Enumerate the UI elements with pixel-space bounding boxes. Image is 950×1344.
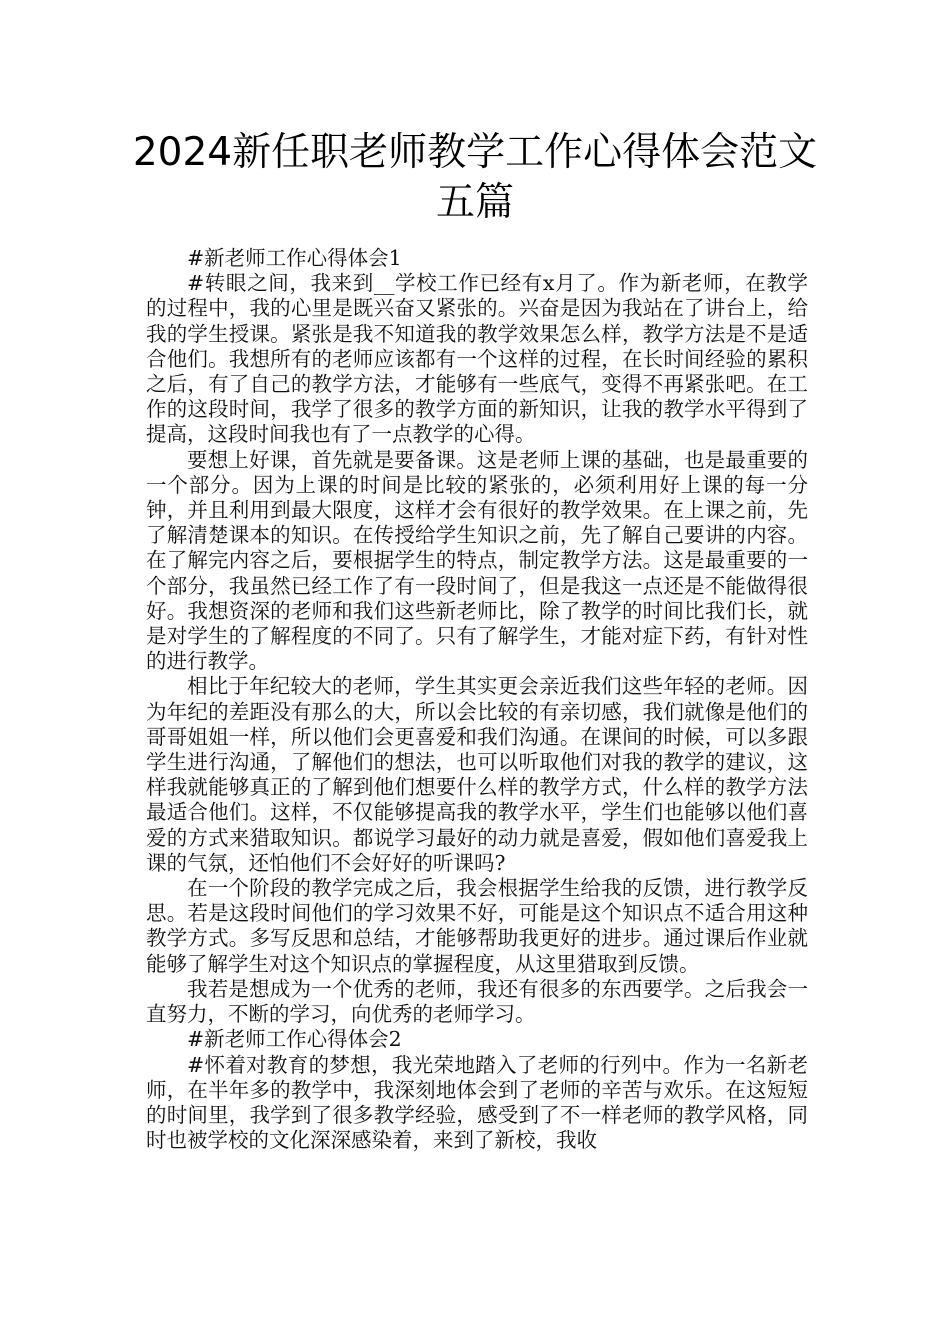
section-heading-2: #新老师工作心得体会2 (187, 1027, 402, 1052)
paragraph: #转眼之间，我来到__学校工作已经有x月了。作为新老师，在教学的过程中，我的心里是既兴奋又紧张的。兴奋是因为我站在了讲台上，给我的学生授课。紧张是我不知道我的教学效果怎么样，教学方法是不是适合他们。我想所有的老师应该都有一个这样的过程，在长时间经验的累积之后，有了自己的教学方法，才能够有一些底气，变得不再紧张吧。在工作的这段时间，我学了很多的教学方面的新知识，让我的教学水平得到了提高，这段时间我也有了一点教学的心得。 (146, 271, 808, 447)
document-body (146, 246, 808, 1153)
paragraph: #怀着对教育的梦想，我光荣地踏入了老师的行列中。作为一名新老师，在半年多的教学中，我深刻地体会到了老师的辛苦与欢乐。在这短短的时间里，我学到了很多教学经验，感受到了不一样老师的教学风格，同时也被学校的文化深深感染着，来到了新校，我收 (146, 1052, 808, 1153)
paragraph: 我若是想成为一个优秀的老师，我还有很多的东西要学。之后我会一直努力，不断的学习，向优秀的老师学习。 (146, 976, 808, 1027)
paragraph: 在一个阶段的教学完成之后，我会根据学生给我的反馈，进行教学反思。若是这段时间他们的学习效果不好，可能是这个知识点不适合用这种教学方式。多写反思和总结，才能够帮助我更好的进步。通过课后作业就能够了解学生对这个知识点的掌握程度，从这里猎取到反馈。 (146, 876, 808, 976)
section-heading-1: #新老师工作心得体会1 (187, 246, 402, 270)
document-title: 2024新任职老师教学工作心得体会范文五篇 (132, 130, 818, 225)
paragraph: 要想上好课，首先就是要备课。这是老师上课的基础，也是最重要的一个部分。因为上课的时间是比较的紧张的，必须利用好上课的每一分钟，并且利用到最大限度，这样才会有很好的教学效果。在上课之前，先了解清楚课本的知识。在传授给学生知识之前，先了解自己要讲的内容。在了解完内容之后，要根据学生的特点，制定教学方法。这是最重要的一个部分，我虽然已经工作了有一段时间了，但是我这一点还是不能做得很好。我想资深的老师和我们这些新老师比，除了教学的时间比我们长，就是对学生的了解程度的不同了。只有了解学生，才能对症下药，有针对性的进行教学。 (146, 447, 808, 674)
paragraph: 相比于年纪较大的老师，学生其实更会亲近我们这些年轻的老师。因为年纪的差距没有那么的大，所以会比较的有亲切感，我们就像是他们的哥哥姐姐一样，所以他们会更喜爱和我们沟通。在课间的时候，可以多跟学生进行沟通，了解他们的想法，也可以听取他们对我的教学的建议，这样我就能够真正的了解到他们想要什么样的教学方式，什么样的教学方法最适合他们。这样，不仅能够提高我的教学水平，学生们也能够以他们喜爱的方式来猎取知识。都说学习最好的动力就是喜爱，假如他们喜爱我上课的气氛，还怕他们不会好好的听课吗? (146, 674, 808, 875)
